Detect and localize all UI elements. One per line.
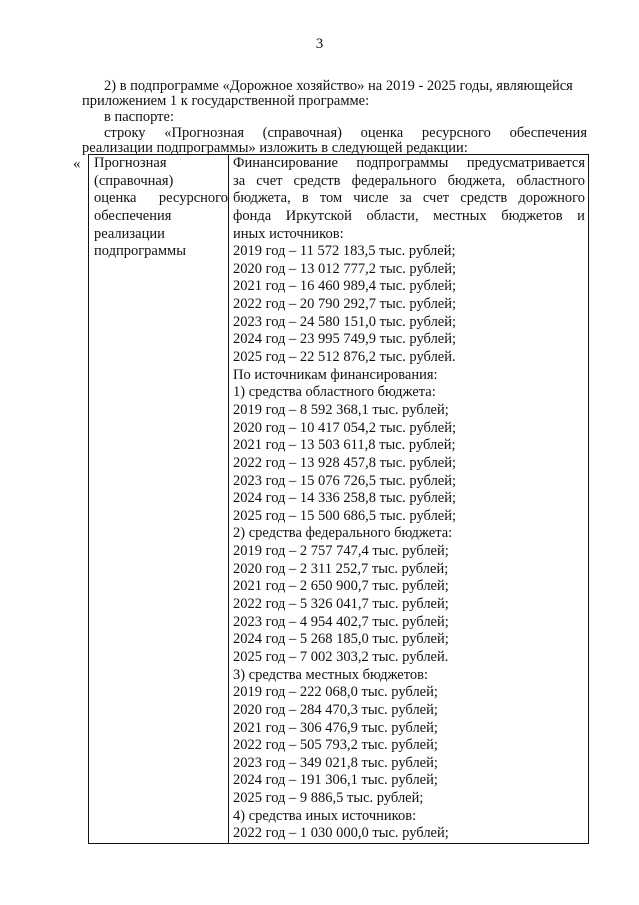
value-cell-word: области, xyxy=(366,207,419,224)
value-cell-word: фонда xyxy=(233,207,272,224)
name-cell-line xyxy=(94,190,228,208)
value-cell-line: 1) средства областного бюджета: xyxy=(233,384,436,401)
page-number: 3 xyxy=(315,36,324,52)
value-cell-line: 2022 год – 505 793,2 тыс. рублей; xyxy=(233,737,438,754)
intro-line-5: реализации подпрограммы» изложить в следующей редакции: xyxy=(82,140,468,156)
name-cell-word: реализации xyxy=(94,225,165,242)
name-cell-line xyxy=(94,208,228,226)
name-cell-line xyxy=(94,226,228,244)
intro-line-2: приложением 1 к государственной программе: xyxy=(82,93,370,109)
value-cell-line: По источникам финансирования: xyxy=(233,366,438,383)
value-cell-word: бюджетов xyxy=(501,207,563,224)
intro-line-4-word: строку xyxy=(104,125,146,141)
intro-line-4-word: «Прогнозная xyxy=(164,125,244,141)
value-cell-line: 2019 год – 8 592 368,1 тыс. рублей; xyxy=(233,401,449,418)
value-cell-line: 2023 год – 4 954 402,7 тыс. рублей; xyxy=(233,613,449,630)
value-cell-word: средств xyxy=(293,172,341,189)
intro-line-4-word: обеспечения xyxy=(509,125,587,141)
value-cell-word: предусматривается xyxy=(466,155,585,171)
name-cell-word: (справочная) xyxy=(94,172,174,189)
value-cell-word: и xyxy=(577,207,585,224)
value-cell-line: 4) средства иных источников: xyxy=(233,807,417,824)
name-cell-line xyxy=(94,173,228,191)
value-cell-justified-line xyxy=(233,208,585,226)
value-cell-line: 2021 год – 2 650 900,7 тыс. рублей; xyxy=(233,578,449,595)
value-cell-line: 2022 год – 1 030 000,0 тыс. рублей; xyxy=(233,825,449,842)
value-cell-word: числе xyxy=(353,190,389,207)
row-value-cell xyxy=(229,155,589,844)
value-cell-line: 2019 год – 11 572 183,5 тыс. рублей; xyxy=(233,243,456,260)
name-cell-line xyxy=(94,243,228,261)
name-cell-word: подпрограммы xyxy=(94,243,186,260)
value-cell-line: 2025 год – 22 512 876,2 тыс. рублей. xyxy=(233,349,456,366)
value-cell-line: 2022 год – 20 790 292,7 тыс. рублей; xyxy=(233,296,457,313)
name-cell-line xyxy=(94,155,228,173)
value-cell-line: 2022 год – 13 928 457,8 тыс. рублей; xyxy=(233,454,457,471)
value-cell-line: 2019 год – 2 757 747,4 тыс. рублей; xyxy=(233,543,449,560)
name-cell-word: Прогнозная xyxy=(94,155,167,171)
value-cell-word: средств xyxy=(460,190,508,207)
value-cell-word: федерального xyxy=(351,172,437,189)
row-name-cell xyxy=(89,155,229,844)
value-cell-justified-line xyxy=(233,173,585,191)
value-cell-line: 2021 год – 306 476,9 тыс. рублей; xyxy=(233,719,438,736)
value-cell-word: Иркутской xyxy=(285,207,352,224)
value-cell-line: 2021 год – 13 503 611,8 тыс. рублей; xyxy=(233,437,456,454)
opening-quote: « xyxy=(73,156,81,172)
value-cell-line: иных источников: xyxy=(233,225,344,242)
value-cell-justified-line xyxy=(233,155,585,173)
value-cell-line: 2023 год – 15 076 726,5 тыс. рублей; xyxy=(233,472,457,489)
intro-line-4-word: (справочная) xyxy=(262,125,342,141)
value-cell-word: бюджета, xyxy=(233,190,291,207)
value-cell-line: 3) средства местных бюджетов: xyxy=(233,666,429,683)
intro-line-4 xyxy=(104,126,587,141)
name-cell-word: ресурсного xyxy=(158,190,228,207)
value-cell-line: 2020 год – 10 417 054,2 тыс. рублей; xyxy=(233,419,457,436)
value-cell-line: 2024 год – 14 336 258,8 тыс. рублей; xyxy=(233,490,457,507)
value-cell-line: 2025 год – 7 002 303,2 тыс. рублей. xyxy=(233,648,449,665)
value-cell-word: счет xyxy=(422,190,450,207)
value-cell-line: 2023 год – 349 021,8 тыс. рублей; xyxy=(233,754,438,771)
value-cell-line: 2020 год – 2 311 252,7 тыс. рублей; xyxy=(233,560,449,577)
value-cell-word: Финансирование xyxy=(233,155,338,171)
passport-table xyxy=(88,154,589,844)
table-row xyxy=(89,155,589,844)
intro-line-4-word: ресурсного xyxy=(421,125,491,141)
value-cell-line: 2020 год – 284 470,3 тыс. рублей; xyxy=(233,701,438,718)
value-cell-line: 2020 год – 13 012 777,2 тыс. рублей; xyxy=(233,260,457,277)
value-cell-line: 2024 год – 191 306,1 тыс. рублей; xyxy=(233,772,438,789)
value-cell-word: областного xyxy=(516,172,585,189)
value-cell-line: 2024 год – 5 268 185,0 тыс. рублей; xyxy=(233,631,449,648)
name-cell-word: оценка xyxy=(94,190,137,207)
value-cell-word: счет xyxy=(256,172,283,189)
value-cell-line: 2023 год – 24 580 151,0 тыс. рублей; xyxy=(233,313,457,330)
value-cell-word: том xyxy=(319,190,343,207)
value-cell-word: в xyxy=(301,190,309,207)
value-cell-line: 2022 год – 5 326 041,7 тыс. рублей; xyxy=(233,596,449,613)
value-cell-word: местных xyxy=(433,207,487,224)
value-cell-line: 2019 год – 222 068,0 тыс. рублей; xyxy=(233,684,438,701)
value-cell-word: за xyxy=(233,172,246,189)
value-cell-word: бюджета, xyxy=(447,172,506,189)
value-cell-word: подпрограммы xyxy=(356,155,449,171)
intro-line-4-word: оценка xyxy=(360,125,404,141)
intro-line-3: в паспорте: xyxy=(104,109,174,125)
intro-line-1: 2) в подпрограмме «Дорожное хозяйство» на 2019 - 2025 годы, являющейся xyxy=(104,78,573,94)
value-cell-word: дорожного xyxy=(518,190,585,207)
value-cell-justified-line xyxy=(233,190,585,208)
value-cell-line: 2025 год – 15 500 686,5 тыс. рублей; xyxy=(233,507,457,524)
value-cell-line: 2021 год – 16 460 989,4 тыс. рублей; xyxy=(233,278,457,295)
value-cell-line: 2024 год – 23 995 749,9 тыс. рублей; xyxy=(233,331,457,348)
name-cell-word: обеспечения xyxy=(94,207,172,224)
value-cell-word: за xyxy=(399,190,412,207)
value-cell-line: 2025 год – 9 886,5 тыс. рублей; xyxy=(233,790,424,807)
value-cell-line: 2) средства федерального бюджета: xyxy=(233,525,453,542)
